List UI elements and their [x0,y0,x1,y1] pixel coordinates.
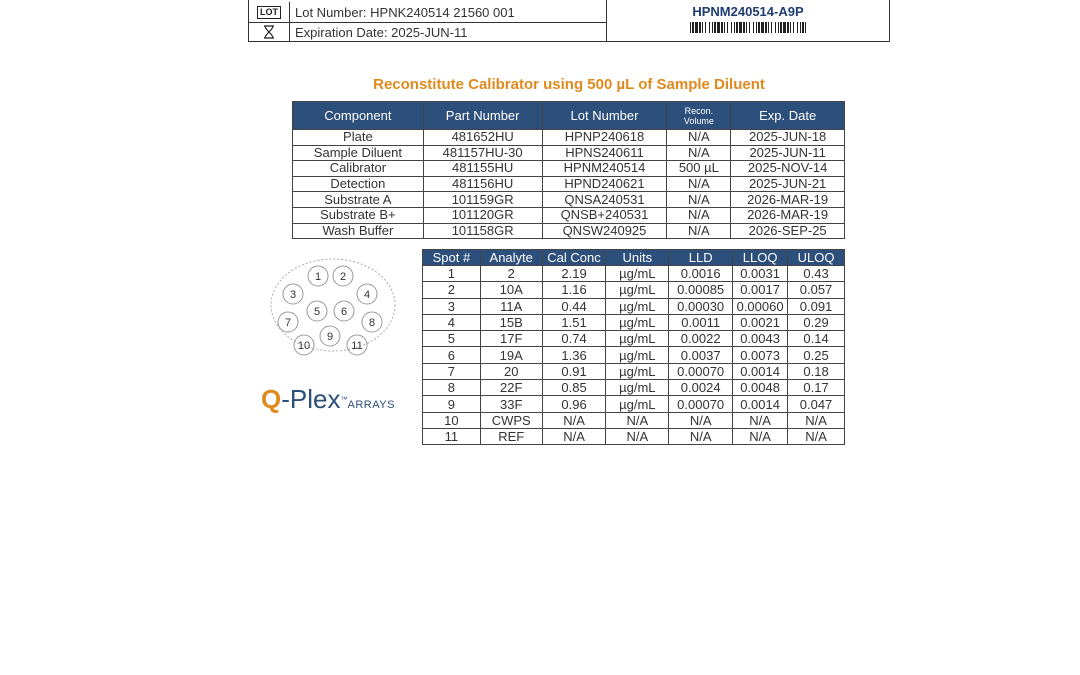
spot-cell: N/A [606,428,669,444]
spot-cell: 1 [423,266,481,282]
component-cell: QNSB+240531 [542,207,667,223]
logo-tm: ™ [340,396,348,404]
component-cell: Wash Buffer [293,223,424,239]
spot-cell: 10A [480,282,542,298]
expiry-row [249,22,606,42]
logo-arrays: ARRAYS [347,399,395,411]
component-cell: HPNM240514 [542,161,667,177]
spot-cell: 11A [480,298,542,314]
lot-number: Lot Number: HPNK240514 21560 001 [295,4,515,20]
kit-id: HPNM240514-A9P [692,4,804,19]
spot-cell: 15B [480,314,542,330]
col-cal-conc: Cal Conc [542,250,606,266]
spot-cell: 4 [423,314,481,330]
spot-cell: 0.0043 [733,331,788,347]
col-analyte: Analyte [480,250,542,266]
lot-info-box [248,0,607,42]
spot-cell: 0.74 [542,331,606,347]
component-cell: 101159GR [423,192,542,208]
spot-layout-diagram [268,257,398,357]
component-cell: HPNS240611 [542,145,667,161]
spot-cell: 9 [423,396,481,412]
spot-cell: 0.00060 [733,298,788,314]
component-cell: 2026-MAR-19 [731,207,845,223]
spot-cell: 1.51 [542,314,606,330]
spot-label: 11 [351,340,363,352]
spot-cell: N/A [606,412,669,428]
spot-cell: 19A [480,347,542,363]
components-table [292,101,845,239]
component-cell: 2025-JUN-21 [731,176,845,192]
spot-cell: 2 [423,282,481,298]
spot-cell: 1.36 [542,347,606,363]
col-lloq: LLOQ [733,250,788,266]
spot-cell: 0.00085 [669,282,733,298]
spot-cell: 0.96 [542,396,606,412]
spot-cell: 1.16 [542,282,606,298]
spot-cell: 11 [423,428,481,444]
col-recon-volume: Recon. Volume [667,102,731,130]
spot-cell: 0.0031 [733,266,788,282]
spot-cell: 3 [423,298,481,314]
component-cell: 2025-JUN-18 [731,130,845,146]
spot-label: 1 [314,271,322,283]
component-cell: 500 µL [667,161,731,177]
component-row [293,176,845,192]
spot-row [423,396,845,412]
spot-cell: 0.43 [788,266,845,282]
component-cell: N/A [667,145,731,161]
spot-cell: 33F [480,396,542,412]
spot-cell: 0.057 [788,282,845,298]
spots-header-row [423,250,845,266]
component-row [293,207,845,223]
spot-cell: 0.0017 [733,282,788,298]
lot-row [249,2,606,23]
col-lld: LLD [669,250,733,266]
spot-cell: N/A [733,428,788,444]
col-units: Units [606,250,669,266]
spot-cell: 0.0037 [669,347,733,363]
component-cell: 2025-NOV-14 [731,161,845,177]
spot-row [423,266,845,282]
spot-cell: 0.091 [788,298,845,314]
spot-cell: 22F [480,380,542,396]
spot-row [423,412,845,428]
spot-cell: N/A [788,428,845,444]
spot-cell: CWPS [480,412,542,428]
spot-cell: 5 [423,331,481,347]
lot-icon: LOT [257,6,281,19]
kit-id-box [606,0,890,42]
spot-row [423,363,845,379]
spot-cell: N/A [788,412,845,428]
spot-cell: µg/mL [606,314,669,330]
spot-cell: 0.85 [542,380,606,396]
component-cell: 101158GR [423,223,542,239]
spot-row [423,428,845,444]
spot-label: 6 [340,306,348,318]
component-cell: N/A [667,223,731,239]
spot-cell: N/A [669,412,733,428]
spot-cell: 0.14 [788,331,845,347]
component-cell: N/A [667,192,731,208]
spot-row [423,282,845,298]
component-row [293,145,845,161]
spot-cell: 0.00030 [669,298,733,314]
spot-row [423,380,845,396]
spot-cell: 0.44 [542,298,606,314]
hourglass-icon [263,25,275,39]
spot-cell: N/A [733,412,788,428]
component-row [293,223,845,239]
spot-cell: 10 [423,412,481,428]
component-cell: N/A [667,176,731,192]
spot-cell: 0.29 [788,314,845,330]
barcode-icon [690,22,806,33]
spot-cell: µg/mL [606,331,669,347]
spot-cell: 0.0048 [733,380,788,396]
spot-cell: 0.17 [788,380,845,396]
component-cell: Substrate B+ [293,207,424,223]
spot-label: 10 [297,340,311,352]
spot-label: 7 [284,317,292,329]
spot-cell: 0.91 [542,363,606,379]
spot-cell: µg/mL [606,396,669,412]
col-spot: Spot # [423,250,481,266]
spot-cell: 2 [480,266,542,282]
spot-cell: 0.0022 [669,331,733,347]
component-row [293,130,845,146]
component-cell: 481155HU [423,161,542,177]
spot-cell: N/A [542,428,606,444]
component-cell: HPNP240618 [542,130,667,146]
component-row [293,161,845,177]
spot-label: 3 [289,289,297,301]
logo-q: Q [261,384,282,414]
spot-cell: 0.00070 [669,363,733,379]
component-cell: N/A [667,130,731,146]
spot-row [423,347,845,363]
spot-cell: µg/mL [606,380,669,396]
spot-cell: 7 [423,363,481,379]
spot-cell: 6 [423,347,481,363]
spot-cell: 0.0016 [669,266,733,282]
spot-label: 8 [368,317,376,329]
spot-row [423,298,845,314]
recon-title: Reconstitute Calibrator using 500 µL of Sample Diluent [373,76,765,93]
component-cell: Substrate A [293,192,424,208]
col-uloq: ULOQ [788,250,845,266]
spot-cell: µg/mL [606,347,669,363]
component-cell: 2026-SEP-25 [731,223,845,239]
spot-cell: 2.19 [542,266,606,282]
spot-cell: 17F [480,331,542,347]
spot-label: 4 [363,289,371,301]
col-exp-date: Exp. Date [731,102,845,130]
spot-label: 9 [326,331,334,343]
component-cell: 481157HU-30 [423,145,542,161]
component-cell: Plate [293,130,424,146]
spot-cell: 0.0014 [733,363,788,379]
spot-cell: N/A [669,428,733,444]
component-cell: QNSW240925 [542,223,667,239]
component-cell: 2026-MAR-19 [731,192,845,208]
spot-cell: 0.0073 [733,347,788,363]
components-header-row [293,102,845,130]
spot-row [423,314,845,330]
col-component: Component [293,102,424,130]
spot-cell: N/A [542,412,606,428]
component-cell: Calibrator [293,161,424,177]
component-row [293,192,845,208]
component-cell: 2025-JUN-11 [731,145,845,161]
spot-label: 5 [313,306,321,318]
spot-cell: 0.0014 [733,396,788,412]
spot-cell: µg/mL [606,363,669,379]
spot-cell: REF [480,428,542,444]
expiration-date: Expiration Date: 2025-JUN-11 [295,24,468,40]
col-lot-number: Lot Number [542,102,667,130]
spot-cell: 0.00070 [669,396,733,412]
spot-cell: µg/mL [606,298,669,314]
spot-cell: 8 [423,380,481,396]
spot-cell: 0.18 [788,363,845,379]
component-cell: Detection [293,176,424,192]
logo-plex: -Plex [281,384,341,414]
component-cell: HPND240621 [542,176,667,192]
component-cell: 481652HU [423,130,542,146]
spots-table [422,249,845,445]
component-cell: 101120GR [423,207,542,223]
spot-cell: µg/mL [606,282,669,298]
spot-cell: 0.047 [788,396,845,412]
component-cell: N/A [667,207,731,223]
spot-label: 2 [339,271,347,283]
spot-cell: 0.0011 [669,314,733,330]
col-part-number: Part Number [423,102,542,130]
spot-cell: 0.0021 [733,314,788,330]
spot-cell: 20 [480,363,542,379]
q-plex-logo [261,384,401,416]
spot-cell: 0.25 [788,347,845,363]
component-cell: Sample Diluent [293,145,424,161]
spot-row [423,331,845,347]
spot-cell: µg/mL [606,266,669,282]
component-cell: QNSA240531 [542,192,667,208]
component-cell: 481156HU [423,176,542,192]
spot-cell: 0.0024 [669,380,733,396]
